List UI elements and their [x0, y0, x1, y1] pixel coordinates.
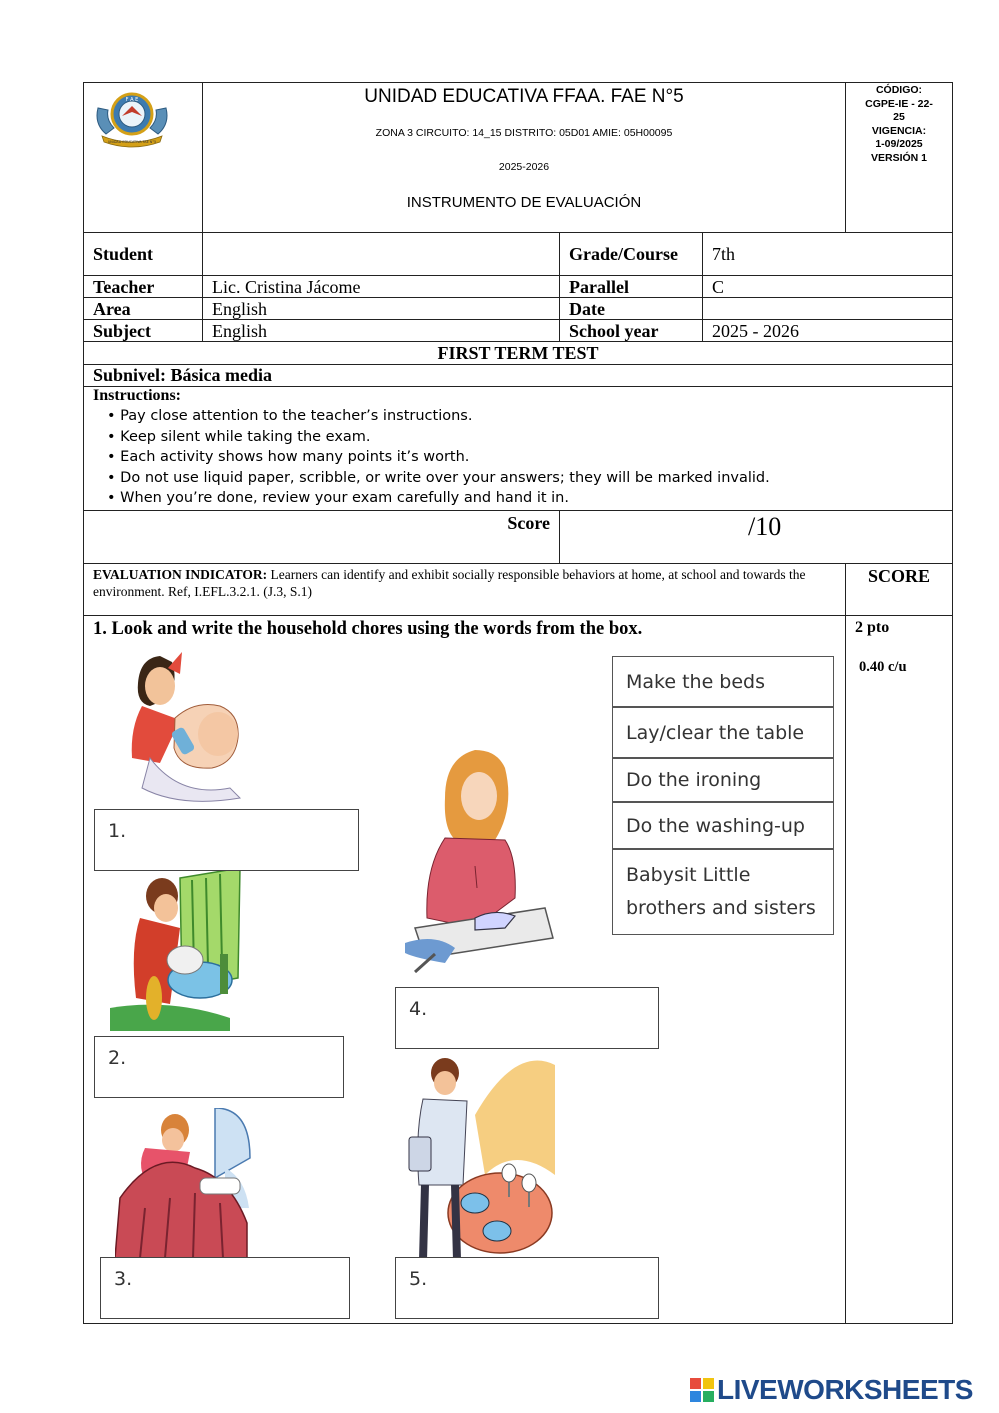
grade-value: 7th: [712, 244, 736, 264]
answer-number: 1.: [108, 820, 127, 842]
school-year-label: School year: [569, 321, 659, 341]
liveworksheets-brand: LIVEWORKSHEETS: [717, 1374, 973, 1405]
instruction-item: • Each activity shows how many points it’s worth.: [95, 447, 895, 468]
indicator-text: [93, 566, 841, 600]
activity-divider: [845, 616, 846, 1324]
date-input[interactable]: [710, 298, 952, 320]
student-label: Student: [93, 244, 154, 264]
info-row-line: [83, 275, 953, 276]
zone-line: ZONA 3 CIRCUITO: 14_15 DISTRITO: 05D01 AMIE: 05H00095: [375, 127, 673, 139]
date-label: Date: [569, 299, 605, 319]
student-input-cell: [210, 240, 552, 270]
instructions-list: [95, 406, 895, 509]
activity-title: 1. Look and write the household chores using the words from the box.: [93, 619, 643, 639]
answer-box: [100, 1257, 350, 1319]
school-years: 2025-2026: [498, 161, 550, 173]
info-col-1: [202, 233, 203, 342]
indicator-label: EVALUATION INDICATOR:: [93, 567, 268, 582]
answer-input[interactable]: [134, 821, 338, 843]
code-line: VERSIÓN 1: [870, 151, 928, 164]
answer-number: 4.: [409, 998, 428, 1020]
score-divider: [559, 510, 560, 564]
instruction-item: • Do not use liquid paper, scribble, or write over your answers; they will be marked invalid.: [95, 468, 895, 489]
word-chip: [612, 758, 834, 802]
score-header: SCORE: [867, 566, 930, 586]
instruction-item: • Keep silent while taking the exam.: [95, 427, 895, 448]
activity-per-unit: 0.40 c/u: [859, 659, 907, 675]
answer-box: [395, 1257, 659, 1319]
answer-input[interactable]: [134, 1048, 338, 1070]
lay-table-illustration: [405, 1055, 555, 1265]
answer-input[interactable]: [435, 999, 639, 1021]
word-chip: [612, 656, 834, 707]
make-bed-illustration: [115, 1108, 255, 1258]
date-input-cell: [710, 298, 948, 318]
liveworksheets-logo[interactable]: [690, 1373, 990, 1407]
logo-text: F A E: [125, 97, 139, 103]
parallel-label: Parallel: [569, 277, 629, 297]
word-chip-text: Babysit Little brothers and sisters: [626, 864, 816, 919]
indicator-body: Learners can identify and exhibit socially responsible behaviors at home, at school and towards the environment. Ref, I.EFL.3.2.1. (J.3, S.1): [93, 567, 806, 599]
subject-value: English: [212, 321, 268, 341]
area-label: Area: [93, 299, 131, 319]
instrument-title: INSTRUMENTO DE EVALUACIÓN: [406, 194, 642, 211]
ironing-illustration: [405, 748, 555, 973]
activity-points: 2 pto: [855, 619, 890, 636]
school-logo: [92, 88, 172, 152]
test-title: FIRST TERM TEST: [437, 343, 599, 363]
word-chip-text: Make the beds: [626, 670, 766, 693]
instruction-item: • Pay close attention to the teacher’s instructions.: [95, 406, 895, 427]
word-chip-text: Do the washing-up: [626, 814, 805, 837]
score-label: Score: [507, 513, 550, 533]
answer-box: [395, 987, 659, 1049]
instruction-item: • When you’re done, review your exam carefully and hand it in.: [95, 488, 895, 509]
teacher-label: Teacher: [93, 277, 155, 297]
subnivel: Subnivel: Básica media: [93, 365, 273, 385]
code-line: 25: [893, 111, 905, 123]
teacher-value: Lic. Cristina Jácome: [212, 277, 361, 297]
answer-number: 5.: [409, 1268, 428, 1290]
logo-banner: UNIDAD EDUCATIVA FAE N°5: [107, 140, 157, 144]
word-chip-text: Lay/clear the table: [626, 721, 805, 744]
word-chip: [612, 849, 834, 935]
babysit-illustration: [120, 648, 250, 803]
subnivel-line: [83, 386, 953, 387]
liveworksheets-icon: [690, 1378, 714, 1402]
grade-label: Grade/Course: [569, 244, 678, 264]
school-name: UNIDAD EDUCATIVA FFAA. FAE N°5: [364, 86, 684, 107]
answer-box: [94, 809, 359, 871]
code-box: [846, 84, 952, 165]
word-chip: [612, 707, 834, 758]
info-col-3: [702, 233, 703, 342]
info-col-2: [559, 233, 560, 342]
code-line: CÓDIGO:: [875, 84, 923, 96]
word-chip-text: Do the ironing: [626, 769, 762, 791]
subject-label: Subject: [93, 321, 151, 341]
score-total: /10: [748, 512, 782, 541]
code-line: CGPE-IE - 22-: [865, 97, 933, 110]
word-chip: [612, 802, 834, 849]
instructions-label: Instructions:: [93, 387, 182, 404]
answer-box: [94, 1036, 344, 1098]
answer-input[interactable]: [435, 1269, 639, 1291]
area-value: English: [212, 299, 268, 319]
answer-input[interactable]: [140, 1269, 344, 1291]
school-year-value: 2025 - 2026: [712, 321, 799, 341]
answer-number: 3.: [114, 1268, 133, 1290]
code-line: 1-09/2025: [875, 138, 923, 150]
parallel-value: C: [712, 277, 725, 297]
code-line: VIGENCIA:: [871, 124, 927, 137]
answer-number: 2.: [108, 1047, 127, 1069]
student-input[interactable]: [210, 240, 556, 272]
washing-up-illustration: [110, 868, 245, 1031]
instructions-line: [83, 510, 953, 511]
